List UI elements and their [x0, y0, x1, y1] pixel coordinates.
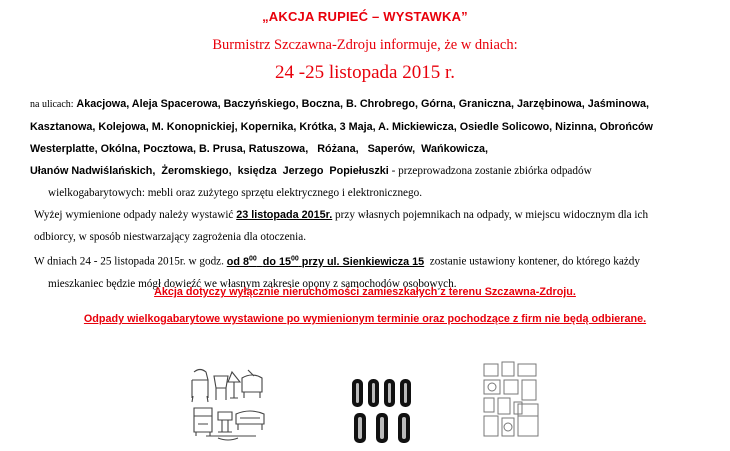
collection-line-2: wielkogabarytowych: mebli oraz zużytego sprzętu elektrycznego i elektronicznego. [48, 187, 423, 199]
tires-line-2: mieszkaniec będzie mógł dowieźć we własnym zakresie opony z samochodów osobowych. [48, 277, 457, 290]
appliances-icon [480, 360, 542, 440]
expose-line [30, 204, 720, 226]
notice-late-waste: Odpady wielkogabarytowe wystawione po wymienionym terminie oraz pochodzące z firm nie będą odbierane. [83, 313, 647, 325]
collection-dates: 24 -25 listopada 2015 r. [275, 62, 455, 83]
expose-line-2: odbiorcy, w sposób niestwarzający zagrożenia dla otoczenia. [34, 231, 307, 243]
expose-text-pre: Wyżej wymienione odpady należy wystawić [34, 209, 234, 221]
streets-list-3: Westerplatte, Okólna, Pocztowa, B. Prusa, Ratuszowa, Różana, Saperów, Wańkowicza, [30, 143, 488, 155]
streets-line-1 [30, 93, 720, 116]
tires-to: do 15 [262, 255, 291, 268]
announcement-subtitle: Burmistrz Szczawna-Zdroju informuje, że w dniach: [212, 37, 518, 53]
tires-place: przy ul. Sienkiewicza 15 [301, 255, 425, 268]
announcement-body [30, 93, 720, 295]
tires-to-minutes: 00 [290, 255, 299, 262]
streets-line-2 [30, 116, 720, 138]
streets-line-4 [30, 160, 720, 182]
tires-line [30, 248, 720, 273]
tires-from-minutes: 00 [248, 255, 257, 262]
streets-list-4: Ułanów Nadwiślańskich, Żeromskiego, księdza Jerzego Popiełuszki [30, 165, 389, 177]
tires-text-pre: W dniach 24 - 25 listopada 2015r. w godz. [34, 255, 224, 268]
furniture-icon [188, 366, 274, 444]
streets-list-2: Kasztanowa, Kolejowa, M. Konopnickiej, Kopernika, Krótka, 3 Maja, A. Mickiewicza, Osiedle Solicowo, Nizinna, Obrońców [30, 121, 653, 133]
notice-residential-only: Akcja dotyczy wyłącznie nieruchomości zamieszkałych z terenu Szczawna-Zdroju. [154, 286, 576, 298]
collection-text: - przeprowadzona zostanie zbiórka odpadów [388, 165, 592, 177]
tires-text-post: zostanie ustawiony kontener, do którego każdy [429, 255, 640, 268]
tires-hours [227, 256, 424, 268]
tires-icon [349, 377, 417, 445]
tires-from: od 8 [226, 255, 249, 268]
expose-date: 23 listopada 2015r. [236, 209, 333, 221]
streets-line-3 [30, 138, 720, 160]
page-title: „AKCJA RUPIEĆ – WYSTAWKA” [262, 9, 468, 24]
streets-prefix: na ulicach: [30, 99, 74, 110]
streets-list-1: Akacjowa, Aleja Spacerowa, Baczyńskiego, Boczna, B. Chrobrego, Górna, Graniczna, Jarzębinowa, Jaśminowa, [76, 98, 649, 110]
expose-text-post: przy własnych pojemnikach na odpady, w miejscu widocznym dla ich [335, 209, 649, 221]
